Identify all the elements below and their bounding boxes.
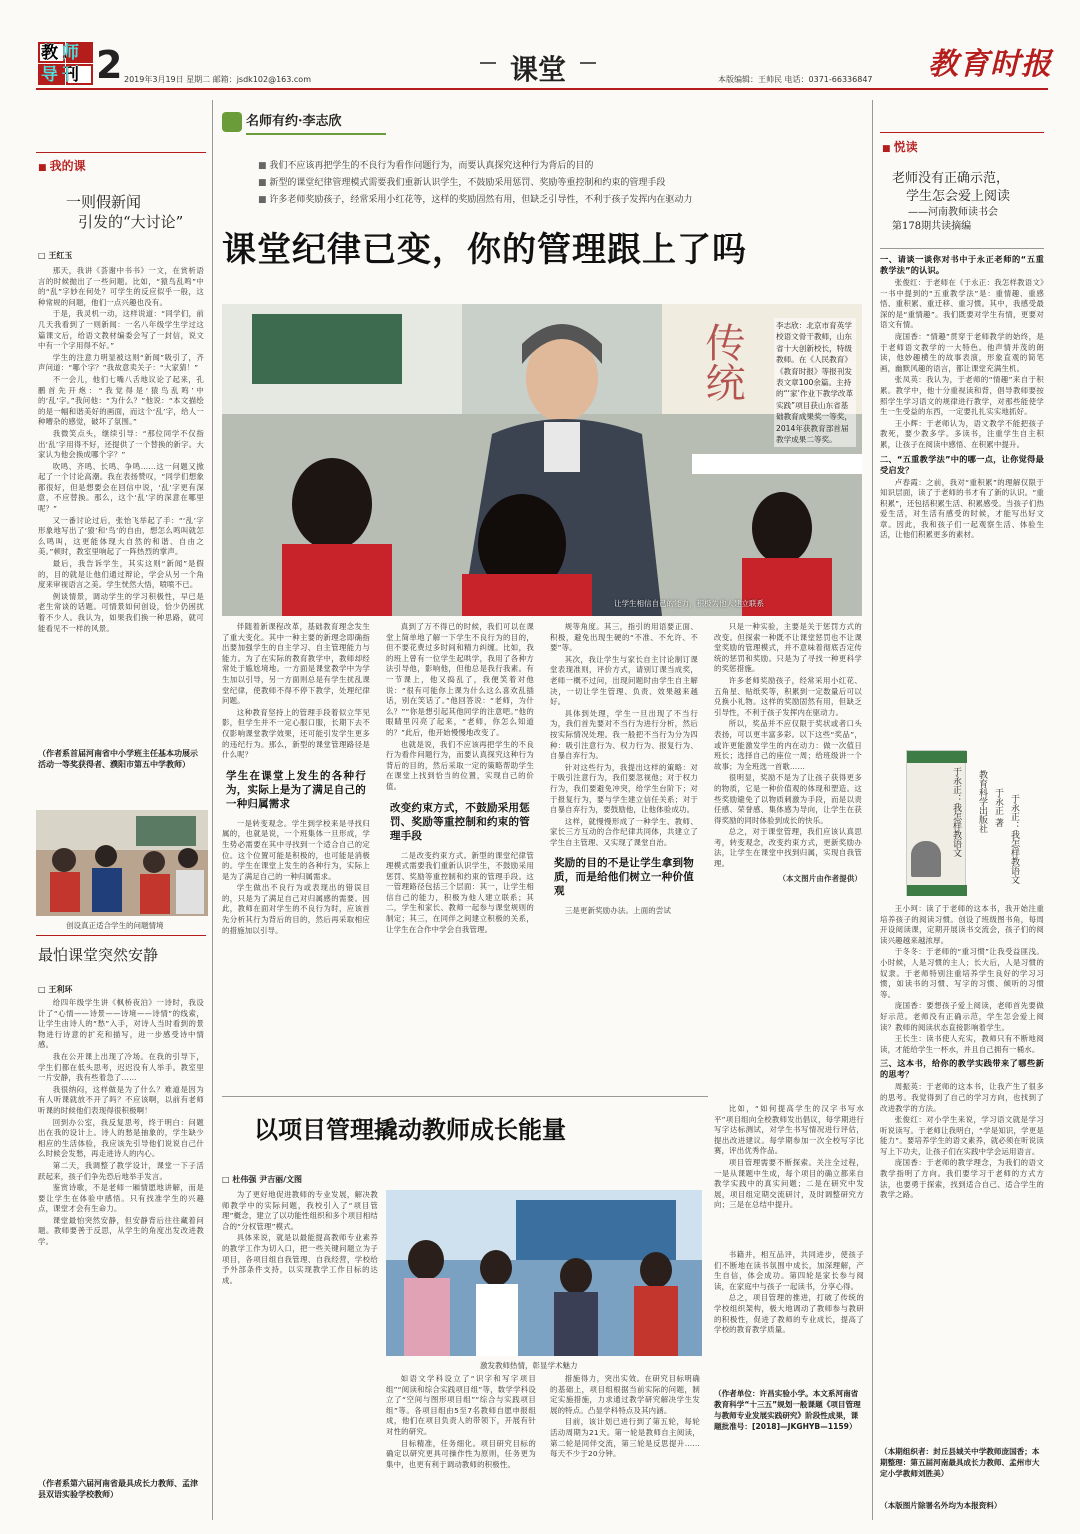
main-subhead-3: 奖励的目的不是让学生拿到物质，而是给他们树立一种价值观 xyxy=(554,857,694,898)
paragraph: 许多老师奖励孩子，经常采用小红花、五角星、贴纸奖等，积累到一定数量后可以兑换小礼物。这样的奖励固然有用，但缺乏引导性，不利于孩子发挥内在驱动力。 xyxy=(714,675,862,717)
paragraph: 只是一种实验，主要是关于惩罚方式的改变。但探索一种既不让课堂惩罚也不让课堂奖励的管理模式，并不意味着彻底否定传统的惩罚和奖励。只是为了寻找一种更科学的奖惩措施。 xyxy=(714,622,862,674)
paragraph: 庞国香：“情趣”贯穿于老师教学的始终，是于老师语文教学的一大特色。他声情并茂的朗读，他妙趣横生的故事表演，形象直观的简笔画，幽默风趣的语言，都让课堂充满生机。 xyxy=(880,331,1044,373)
leaf-icon xyxy=(222,112,242,132)
right-answer-3 xyxy=(880,904,1044,1055)
paragraph: 为了更好地促进教师的专业发展，解决教师教学中的实际问题，我校引入了“项目管理”概念，建立了以功能性组织和多个项目相结合的“分权管理”模式。 xyxy=(222,1190,378,1231)
left-col-rule-2 xyxy=(36,935,206,936)
article2-byline-text: 王利环 xyxy=(48,985,73,994)
article2-body xyxy=(38,998,204,1472)
right-issue: 第178期共读摘编 xyxy=(892,221,972,232)
paragraph: 也就是说，我们不应该再把学生的不良行为看作问题行为，而要认真探究这种行为背后的目的，然后采取一定的策略帮助学生在课堂上找到恰当的位置，实现自己的价值。 xyxy=(386,739,534,791)
bottom-photo xyxy=(386,1190,702,1356)
photo1-caption: 创设真正适合学生的问题情境 xyxy=(66,921,164,930)
book-cover xyxy=(906,750,966,896)
paragraph: 目前，该计划已进行到了第五轮，每轮活动周期为21天。第一轮是教师自主阅读，第二轮是同伴交流，第三轮是反思提升……每天不少于20分钟。 xyxy=(550,1417,700,1459)
right-answer-1 xyxy=(880,278,1044,451)
right-title-line2: 学生怎会爱上阅读 xyxy=(906,189,1011,204)
paragraph: 周振英：于老师的这本书，让我产生了很多的思考。我觉得到了自己的学习方向，也找到了改进教学的方法。 xyxy=(880,1082,1044,1113)
main-subhead-2: 改变约束方式，不鼓励采用惩罚、奖励等重控制和约束的管理手段 xyxy=(390,801,530,842)
classroom-photo-small xyxy=(36,810,208,916)
bottom-col1 xyxy=(222,1190,378,1520)
book-meta xyxy=(976,770,1040,910)
paragraph: 给四年级学生讲《枫桥夜泊》一诗时，我设计了“心情——诗景——诗境——诗情”的线索，让学生由诗人的“愁”入手，对诗人当时看到的景物进行诗意的扩充和描写，进一步感受诗中情感。 xyxy=(38,998,204,1050)
bottom-byline-text: 杜伟强 尹吉丽/文图 xyxy=(232,1175,303,1184)
book-title-meta: 于永正：我怎样教语文 xyxy=(1009,794,1019,884)
paragraph: 吹鸣、齐鸣、长鸣、争鸣……这一问题又掀起了一个讨论高潮。我在表扬赞叹，“同学们想象都很好，但是想要会在回信中说，‘乱’字更有深意，不应替换。那么，这个‘乱’字的深意在哪里呢？” xyxy=(38,461,204,514)
paragraph: 张俊红：于老师在《于永正：我怎样教语文》一书中提到的“五重教学法”是：重情趣、重感悟、重积累、重迁移、重习惯。其中，我感受最深的是“重情趣”。我们既要对学生有情，更要对语文有情。 xyxy=(880,278,1044,330)
editor-line: 本版编辑：王帅民 电话：0371-66336847 xyxy=(718,75,873,84)
calligraphy-text: 传统 xyxy=(699,322,745,402)
paragraph: 卢春霞：之前，我对“重积累”的理解仅限于知识层面，读了于老师的书才有了新的认识。“重积累”，还包括积累生活、积累感受。当孩子们热爱生活，对生活有感受的时候，才能写出好文章。因此，我和孩子们一起观察生活、体验生活，让他们积累更多的素材。 xyxy=(880,477,1044,540)
paragraph: 王长生：读书使人充实，教师只有不断地阅读，才能给学生一杯水，并且自己拥有一桶水。 xyxy=(880,1034,1044,1054)
main-photo xyxy=(222,304,862,616)
bottom-author-note: （作者单位：许昌实验小学。本文系河南省教育科学“十三五”规划一般课题《项目管理与教师专业发展实践研究》阶段性成果，课题批准号：[2018]—JKGHYB—1159） xyxy=(714,1389,861,1431)
paragraph: 很明显，奖励不是为了让孩子获得更多的物质，它是一种价值观的体现和塑造。这些奖励避免了以物质刺激为手段，而是以责任感、荣誉感、集体感为导向，让学生在获得奖励的同时体验到成长的快乐。 xyxy=(714,773,862,825)
paragraph: 比如，“如何提高学生的汉字书写水平”项目组向全校教师发出倡议，每学期进行写字达标测试，对学生书写情况进行评估，提出改进建议。每学期参加一次全校写字比赛，评出优秀作品。 xyxy=(714,1104,864,1156)
paragraph: 总之，对于课堂管理，我们应该认真思考，转变观念，改变约束方式，更新奖励办法，让学生在课堂中找到归属，实现自我管理。 xyxy=(714,827,862,869)
article1-body xyxy=(38,266,204,742)
lead-point: ■ 我们不应该再把学生的不良行为看作问题行为，而要认真探究这种行为背后的目的 xyxy=(258,161,594,171)
square-bullet-icon: ■ xyxy=(258,178,270,188)
square-bullet-icon: ■ xyxy=(258,161,270,171)
right-section-head xyxy=(882,138,918,155)
book-publisher: 教育科学出版社 xyxy=(977,770,987,833)
main-body-col1 xyxy=(222,622,370,1242)
right-answer-2 xyxy=(880,478,1044,542)
paragraph: 这种教育坚持上的管理手段着似立竿见影，但学生并不一定心服口服，长期下去不仅影响课堂教学效果，还可能引发学生更多的违纪行为。那么，新型的课堂管理路径是什么呢？ xyxy=(222,707,370,760)
main-photo-svg xyxy=(222,304,862,616)
paragraph: 如语文学科设立了“识字和写字项目组”“阅读和综合实践项目组”等，数学学科设立了“空间与图形项目组”“综合与实践项目组”等。各项目组由5至7名教师自愿申报组成，他们在项目负责人的带领下，开展有针对性的研究。 xyxy=(386,1374,536,1436)
right-subtitle: ——河南教师读书会 xyxy=(908,207,998,218)
paragraph: 这样，就慢慢形成了一种学生、教师、家长三方互动的合作纪律共同体，共建立了学生自主管理、又实现了课堂自治。 xyxy=(550,816,698,847)
paragraph: 具体到处理，学生一旦出现了不当行为，我们首先要对不当行为进行分析，然后按实际情况处理。我一般把不当行为分为四种：吸引注意行为、权力行为、报复行为、自暴自弃行为。 xyxy=(550,708,698,761)
article2-title: 最怕课堂突然安静 xyxy=(38,946,159,964)
main-col4-text xyxy=(714,622,862,870)
paragraph: 回到办公室，我反复思考，终于明白：问题出在我的设计上。诗人的愁是抽象的，学生缺少相应的生活体验，我应该先引导他们说说自己什么时候会发愁，再走进诗人的内心。 xyxy=(38,1117,204,1159)
paragraph: 又一番讨论过后，张怡飞举起了手：“‘乱’字形象地写出了‘猿’和‘鸟’的自由，想怎么鸣叫就怎么鸣叫，这更能体现大自然的和谐、自由之美。”顿时，教室里响起了一阵热烈的掌声。 xyxy=(38,515,204,557)
article2-author-note: （作者系第六届河南省最具成长力教师、孟津县双语实验学校教师） xyxy=(38,1479,198,1499)
left-col-rule xyxy=(36,152,206,153)
paragraph: 我在公开课上出现了冷场。在我的引导下，学生们都在低头思考，迟迟没有人举手。教室里一片安静，我有些着急了…… xyxy=(38,1051,204,1083)
article1-byline-text: 王红玉 xyxy=(48,251,73,260)
main-title: 课堂纪律已变，你的管理跟上了吗 xyxy=(222,230,747,270)
paragraph: 其次，我让学生与家长自主讨论制订课堂表现准则，评价方式，请别订课当成奖，老师一概不过问，出现问题时由学生自主解决，一切让学生管理、负责、效果越来越好。 xyxy=(550,654,698,707)
paper-name: 教育时报 xyxy=(928,47,1052,82)
paragraph: 于是，我灵机一动，这样说道：“同学们，前几天我看到了一则新闻：一名八年级学生学过这篇课文后，给语文教材编委会写了一封信，说文中有一个字用得不好。” xyxy=(38,309,204,351)
bottom-col2 xyxy=(386,1374,536,1520)
paragraph: 一是转变观念。学生到学校来是寻找归属的，也就是说，一个班集体一旦形成，学生势必需要在其中寻找到一个适合自己的定位。这个位置可能是积极的，也可能是消极的。学生在课堂上发生的各种行为，实际上是为了满足自己的一种归属需求。 xyxy=(222,818,370,881)
left-section-head xyxy=(38,157,86,174)
right-section-label: 悦读 xyxy=(893,140,918,154)
paragraph: 真到了万不得已的时候，我们可以在课堂上简单地了解一下学生不良行为的目的，但不要花费过多时间和精力纠缠。比如，我的班上曾有一位学生起哄学，我用了各种方法引导他，影响他，但他总是我行我素。有一节课上，他又捣乱了，我便笑着对他说：“很有可能你上课为什么这么喜欢乱插话，别在笑话了。”他回答说：“老师，为什么？”“你是想引起其他同学的注意吧。”他的眼睛里闪亮了起来，“老师，你怎么知道的？”此后，他开始慢慢地改变了。 xyxy=(386,622,534,737)
article1-title-line1: 一则假新闻 xyxy=(66,193,142,211)
right-qa-1 xyxy=(880,254,1044,748)
paragraph: 目标精准，任务细化。项目研究目标的确定以研究更具可操作性为原则，任务更为集中，也更有利于调动教师的积极性。 xyxy=(386,1438,536,1469)
main-col3b-text xyxy=(550,906,698,917)
page-number: 2 xyxy=(96,43,123,87)
masthead xyxy=(0,0,1080,110)
right-answer-4 xyxy=(880,1082,1044,1201)
bottom-title: 以项目管理撬动教师成长能量 xyxy=(254,1115,566,1144)
paragraph: 总之，项目管理的推进，打破了传统的学校组织架构，极大地调动了教师参与教研的积极性，促进了教师的专业成长，提高了学校的教育教学质量。 xyxy=(714,1293,864,1335)
paragraph: 王小珂：读了于老师的这本书，我开始注重培养孩子的阅读习惯。创设了班级图书角，每周开设阅读课，定期开展读书交流会，孩子们的阅读兴趣越来越浓厚。 xyxy=(880,904,1044,945)
right-question-1: 一、请谈一谈你对书中于永正老师的“五重教学法”的认识。 xyxy=(880,254,1044,275)
paragraph: 具体来说，就是以最能提高教师专业素养的教学工作为切入口，把一些关键问题立为子项目，各项目组自我管理、自我经营，学校给予外部条件支持，以实现教学工作目标的达成。 xyxy=(222,1233,378,1285)
paragraph: 三是更新奖励办法。上面的尝试 xyxy=(564,906,672,916)
paragraph: 鉴赏诗歌，不是老师一厢情愿地讲解，而是要让学生在体验中感悟。只有找准学生的兴趣点，课堂才会有生命力。 xyxy=(38,1183,204,1214)
right-credit-note: （本版图片除署名外均为本报资料） xyxy=(880,1501,1002,1510)
paragraph: 所以，奖品并不应仅限于奖状或者口头表扬，可以更丰富多彩。以下这些“奖品”，或许更能激发学生的内在动力：做一次值日班长；选择自己的座位一周；给班级讲一个故事；为全班选一首歌…… xyxy=(714,719,862,771)
section-title: 课堂 xyxy=(496,50,580,90)
main-body-col2 xyxy=(386,622,534,1242)
date-line: 2019年3月19日 星期二 邮箱：jsdk102@163.com xyxy=(124,75,311,84)
classroom-photo-svg xyxy=(36,810,208,916)
paragraph: 庞国香：于老师的教学理念，为我们的语文教学指明了方向。我们要学习于老师的方式方法，也要勇于探索，找到适合自己、适合学生的教学之路。 xyxy=(880,1158,1044,1200)
bottom-photo-caption: 激发教师热情，彰显学术魅力 xyxy=(480,1361,578,1370)
main-col1b-text xyxy=(222,819,370,937)
teacher-bio: 李志欣：北京市育英学校语文骨干教师，山东省十大创新校长，特级教师。在《人民教育》《教育时报》等报刊发表文章100余篇。主持的“‘家’作业下教学改革实践”项目获山东省基础教育成果奖一等奖，2014年获教育部首届教学成果二等奖。 xyxy=(774,318,856,447)
main-col3-text xyxy=(550,622,698,848)
logo-text: 教师导刊 xyxy=(41,43,83,85)
lead-point: ■ 新型的课堂纪律管理模式需要我们重新认识学生，不鼓励采用惩罚、奖励等重控制和约束的管理手段 xyxy=(258,178,666,188)
article1-title xyxy=(52,192,202,232)
bottom-col4 xyxy=(714,1250,864,1380)
left-section-label: 我的课 xyxy=(49,159,86,173)
book-title: 于永正：我怎样教语文 xyxy=(951,767,961,857)
main-body-col3 xyxy=(550,622,698,1242)
right-col-rule xyxy=(880,132,1044,133)
article1-author-note: （作者系首届河南省中小学班主任基本功展示活动一等奖获得者、濮阳市第五中学教师） xyxy=(38,749,198,769)
paragraph: 张凤英：我认为，于老师的“情趣”来自于积累。教学中，他十分重视读和背，倡导教师要按照学生学习语文的规律进行教学，对那些能使学生一生受益的东西，一定要扎扎实实地抓好。 xyxy=(880,375,1044,417)
paragraph: 伴随着新课程改革，基础教育理念发生了重大变化。其中一种主要的新理念即确指出要加强学生的自主学习、自主管理能力与能力。为了在实际的教育教学中，教师却经常处于尴尬境地。一方面是课堂教学中为学生加以引导，另一方面则总是有学生扰乱课堂纪律，使教师不得不停下教学，处理纪律问题。 xyxy=(222,622,370,706)
square-icon: ■ xyxy=(38,163,50,173)
main-col2-text xyxy=(386,622,534,793)
paragraph: 书籍并，相互品评，共同进步，使孩子们不断地在读书氛围中成长，加深理解，产生自信，体会成功。第四轮是家长参与阅读，在家庭中与孩子一起读书，分享心得。 xyxy=(714,1250,864,1291)
paragraph: 最后，我告诉学生，其实这则“新闻”是假的，目的就是让他们通过辩论，学会从另一个角度来审视语言之美。学生恍然大悟，喷喷不已。 xyxy=(38,559,204,590)
right-question-2: 二、“五重教学法”中的哪一点，让你觉得最受启发？ xyxy=(880,453,1044,475)
paragraph: 课堂最怕突然安静，但安静背后往往藏着问题。教师要善于反思，从学生的角度出发改进教学。 xyxy=(38,1215,204,1247)
paragraph: 学生的注意力明显被这则“新闻”吸引了，齐声问道：“哪个字？”我故意卖关子：“大家猜！” xyxy=(38,352,204,373)
right-title xyxy=(892,170,1042,234)
right-organizer-note: （本期组织者：封丘县城关中学教师庞国香；本期整理：第五届河南最具成长力教师、孟州市大定小学教师刘胜美） xyxy=(880,1447,1040,1478)
column-tag xyxy=(222,112,382,134)
paragraph: 措施得力，突出实效。在研究目标明确的基础上，项目组根据当前实际的问题，制定实施措施，力求通过教学研究解决学生发展的特点。凸显学科特点及其内涵。 xyxy=(550,1374,700,1415)
masthead-rule xyxy=(36,88,1048,90)
paragraph: 针对这些行为，我提出这样的策略：对于吸引注意行为，我们要忽视他；对于权力行为，我们要避免冲突，给学生台阶下；对于报复行为，要与学生建立信任关系；对于自暴自弃行为，要鼓励他，让他体验成功。 xyxy=(550,762,698,815)
right-qa-2 xyxy=(880,904,1044,1464)
col-sep-right xyxy=(872,100,873,1520)
bottom-photo-svg xyxy=(386,1190,702,1356)
lead-points xyxy=(258,158,858,209)
paragraph: 不一会儿，他们七嘴八舌地议论了起来，孔鹏首先开炮：“我觉得是‘猿鸟乱鸣’中的‘乱’字。”我问他：“为什么？”他说：“本文描绘的是一幅和谐美好的画面，而这个‘乱’字，给人一种嘈杂的感觉，破坏了氛围。” xyxy=(38,374,204,427)
square-bullet-icon: ■ xyxy=(258,195,270,205)
article1-title-line2: 引发的“大讨论” xyxy=(78,213,184,231)
column-tag-text: 名师有约·李志欣 xyxy=(246,114,342,129)
paragraph: 那天，我讲《荟谢中书书》一文，在赏析语言的时候抛出了一些问题。比如，“猿鸟乱鸣”中的“乱”字妙在何处？可学生的反应似乎一般，这种常规的问题，他们一点兴趣也没有。 xyxy=(38,266,204,307)
bottom-divider xyxy=(222,1096,708,1097)
paragraph: 张俊红：对小学生来说，学习语文就是学习听说读写。于老师让我明白，“学是知识，学更是能力”。要培养学生的语文素养，就必须在听说读写上下功夫，让孩子们在实践中学会运用语言。 xyxy=(880,1115,1044,1156)
paragraph: 规等角度。其三，指引的用语要正面、积极，避免出现生硬的“不准、不允许、不要”等。 xyxy=(550,622,698,653)
right-title-line1: 老师没有正确示范， xyxy=(892,171,1010,186)
col-sep-left xyxy=(212,100,213,1520)
main-subhead-1: 学生在课堂上发生的各种行为，实际上是为了满足自己的一种归属需求 xyxy=(226,769,366,810)
photo-credit: （本文图片由作者提供） xyxy=(778,873,862,883)
main-photo-caption: 让学生相信自己的能力，积极为他人建立联系 xyxy=(614,599,764,608)
paragraph: 项目管理需要不断探索。关注全过程，一是从课题中生成，每个项目的确立都来自教学实践中的真实问题；二是在研究中发展，项目组定期交流研讨，及时调整研究方向；三是在总结中提升。 xyxy=(714,1157,864,1210)
paragraph: 学生做出不良行为或表现出的错误目的，只是为了满足自己对归属感的需要。因此，教师在面对学生的不良行为时，应该首先分析其行为背后的目的，然后再采取相应的措施加以引导。 xyxy=(222,883,370,935)
main-col2b-text xyxy=(386,851,534,936)
article2-byline: □ 王利环 xyxy=(38,985,73,994)
paragraph: 例谈情景，调动学生的学习积极性，早已是老生常谈的话题。可情景如何创设，恰少仍困扰着不少人。我认为，如果我们换一种思路，就可能看见不一样的风景。 xyxy=(38,591,204,633)
paragraph: 庞国香：要想孩子爱上阅读，老师首先要做好示范。老师没有正确示范，学生怎会爱上阅读？教师的阅读状态直接影响着学生。 xyxy=(880,1001,1044,1032)
main-col1-text xyxy=(222,622,370,761)
book-author-photo xyxy=(911,841,941,877)
masthead-logo xyxy=(38,42,94,86)
paragraph: 我微笑点头，继续引导：“那位同学不仅指出‘乱’字用得不好，还提供了一个替换的新字。大家认为他会换成哪个字？” xyxy=(38,428,204,460)
bottom-byline: □ 杜伟强 尹吉丽/文图 xyxy=(222,1175,303,1184)
right-question-3: 三、这本书，给你的教学实践带来了哪些新的思考？ xyxy=(880,1058,1044,1080)
paragraph: 二是改变约束方式。新型的课堂纪律管理模式需要我们重新认识学生，不鼓励采用惩罚、奖励等重控制和约束的管理手段。这一管理路径包括三个层面：其一，让学生相信自己的能力，积极为他人建立联系；其二，学生和家长、教师一起参与课堂规则的制定；其三，在同伴之间建立积极的关系，让学生在合作中学会自我管理。 xyxy=(386,850,534,934)
right-divider xyxy=(880,248,1044,249)
paragraph: 王小辉：于老师认为，语文教学不能把孩子教死，要少教多学。多读书，注重学生自主积累，让孩子在阅读中感悟、在积累中提升。 xyxy=(880,418,1044,449)
paragraph: 于冬冬：于老师的“重习惯”让我受益匪浅。小时候，人是习惯的主人；长大后，人是习惯的奴隶。于老师特别注重培养学生良好的学习习惯，如读书的习惯、写字的习惯、倾听的习惯等。 xyxy=(880,947,1044,999)
article1-byline: □ 王红玉 xyxy=(38,251,73,260)
bottom-col5 xyxy=(714,1104,864,1250)
lead-point: ■ 许多老师奖励孩子，经常采用小红花等，这样的奖励固然有用，但缺乏引导性，不利于孩子发挥内在驱动力 xyxy=(258,195,693,205)
section-banner xyxy=(480,42,596,100)
paragraph: 第二天，我调整了教学设计，课堂一下子活跃起来，孩子们争先恐后地举手发言。 xyxy=(38,1160,204,1181)
book-author: 于永正 著 xyxy=(993,788,1003,827)
paragraph: 我很纳闷，这样做是为了什么？难道是因为有人听课就放不开了吗？不应该啊，以前有老师听课的时候他们表现得很积极啊！ xyxy=(38,1084,204,1115)
bottom-col3 xyxy=(550,1374,700,1520)
square-icon: ■ xyxy=(882,144,894,154)
